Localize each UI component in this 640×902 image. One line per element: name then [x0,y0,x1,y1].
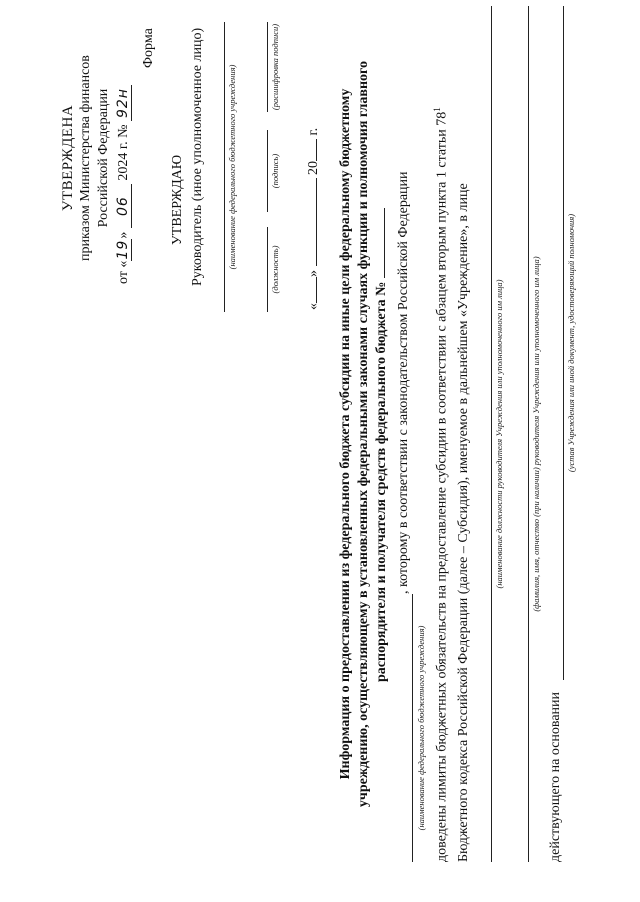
signature-line [267,130,268,212]
institution-suffix-text: , которому в соответствии с законодательством Российской Федерации [396,171,411,594]
approval-day-close: » [116,231,131,239]
approval-ministry-line: Российской Федерации [96,88,111,228]
approval-order-line: приказом Министерства финансов [78,55,93,261]
institution-caption: (наименование федерального бюджетного учреждения) [416,625,426,831]
body-line-1-text: доведены лимиты бюджетных обязательств на предоставление субсидии в соответствии с абзацем вторым пункта 1 статьи 78 [434,111,450,862]
head-name-line [528,6,529,862]
position-caption: (должность) [270,245,280,294]
document-title-line-2: учреждению, осуществляющему в установленных федеральными законами случаях функции и полномочия главного [356,60,371,808]
body-line-2: Бюджетного кодекса Российской Федерации (далее – Субсидия), именуемое в дальнейшем «Учреждение», в лице [456,183,471,862]
approve-year-suffix: г. [306,127,321,136]
head-position-caption: (наименование должности руководителя Учреждения или уполномоченного им лица) [494,279,504,589]
approve-subtitle: Руководитель (иное уполномоченное лицо) [190,27,205,286]
form-label: Форма [141,28,156,68]
approve-date-line [306,128,322,310]
approve-title: УТВЕРЖДАЮ [170,154,185,246]
body-line-1 [432,107,451,862]
approval-year-number-label: 2024 г. № [116,124,131,181]
approve-year-prefix: 20 [306,161,321,175]
position-line [267,227,268,312]
acting-basis-label: действующего на основании [548,691,563,862]
approve-date-open: « [306,303,321,310]
approve-day-blank [316,277,317,303]
charter-caption: (устав Учреждения или иной документ, удостоверяющий полномочия) [566,213,576,473]
decryption-line [267,22,268,112]
head-name-caption: (фамилия, имя, отчество (при наличии) руководителя Учреждения или уполномоченного им лица) [531,256,541,612]
approve-month-blank [316,179,317,267]
body-line-1-superscript: 1 [432,107,442,112]
approval-month: 06 [115,184,132,228]
document-number-label: распорядителя и получателя средств федерального бюджета № [374,281,389,682]
approve-institution-caption: (наименование федерального бюджетного учреждения) [227,64,237,270]
approval-date-line [115,85,132,284]
head-position-line [491,6,492,862]
document-title-line-3 [374,208,390,682]
institution-fill-line [412,594,413,862]
document-title-line-1: Информация о предоставлении из федерального бюджета субсидии на иные цели федеральному бюджетному [338,88,353,780]
approve-date-close: » [306,270,321,277]
approved-title: УТВЕРЖДЕНА [60,104,76,212]
approval-number: 92н [115,85,132,121]
approval-date-prefix: от « [116,260,131,284]
document-number-blank [384,208,385,278]
charter-line [563,6,564,680]
signature-caption: (подпись) [270,153,280,189]
approve-year-blank [316,139,317,161]
approval-day: 19 [115,239,131,260]
institution-name-line [224,22,225,312]
decryption-caption: (расшифровка подписи) [270,23,280,111]
